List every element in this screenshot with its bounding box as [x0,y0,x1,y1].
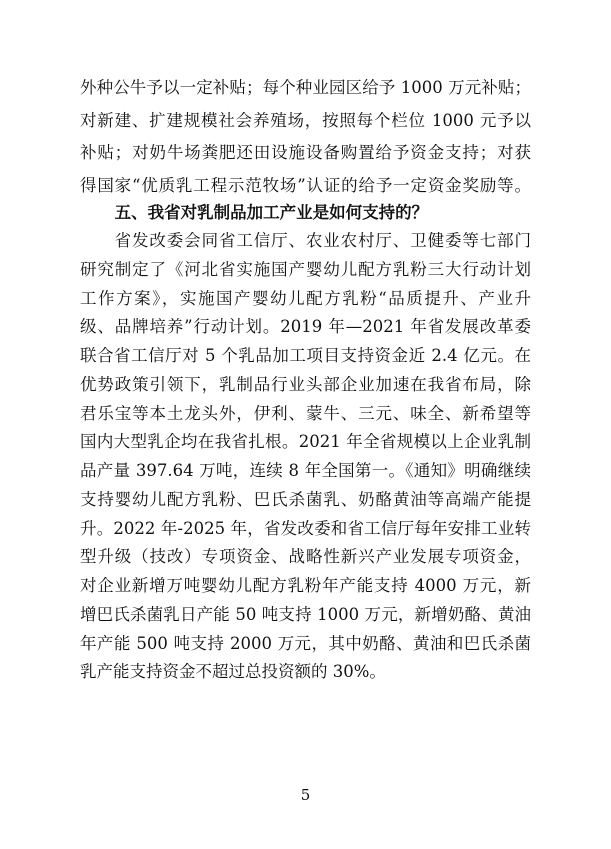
text-line: 君乐宝等本土龙头外，伊利、蒙牛、三元、味全、新希望等 [80,403,531,423]
text-line: 得国家“优质乳工程示范牧场”认证的给予一定资金奖励等。 [80,175,531,195]
text-line: 升。2022 年-2025 年，省发改委和省工信厅每年安排工业转 [80,518,531,538]
page-number: 5 [300,786,311,804]
text-line: 型升级（技改）专项资金、战略性新兴产业发展专项资金， [80,547,531,567]
text-line: 对企业新增万吨婴幼儿配方乳粉年产能支持 4000 万元，新 [80,576,531,595]
text-line: 工作方案》，实施国产婴幼儿配方乳粉“品质提升、产业升 [80,288,531,308]
continued-paragraph [80,72,531,202]
text-line: 对新建、扩建规模社会养殖场，按照每个栏位 1000 元予以 [80,110,531,130]
text-line: 乳产能支持资金不超过总投资额的 30%。 [80,662,386,682]
text-line: 增巴氏杀菌乳日产能 50 吨支持 1000 万元，新增奶酪、黄油 [80,604,531,624]
text-line: 补贴；对奶牛场粪肥还田设施设备购置给予资金支持；对获 [80,143,531,163]
text-line: 优势政策引领下，乳制品行业头部企业加速在我省布局，除 [80,374,531,394]
text-line: 联合省工信厅对 5 个乳品加工项目支持资金近 2.4 亿元。在 [80,346,531,365]
text-line: 支持婴幼儿配方乳粉、巴氏杀菌乳、奶酪黄油等高端产能提 [80,489,531,509]
text-line: 品产量 397.64 万吨，连续 8 年全国第一。《通知》明确继续 [80,461,531,480]
text-line: 省发改委会同省工信厅、农业农村厅、卫健委等七部门 [114,231,531,250]
section-heading: 五、我省对乳制品加工产业是如何支持的？ [114,203,429,222]
text-line: 国内大型乳企均在我省扎根。2021 年全省规模以上企业乳制 [80,432,531,452]
text-line: 级、品牌培养”行动计划。2019 年—2021 年省发展改革委 [80,317,531,337]
text-line: 研究制定了《河北省实施国产婴幼儿配方乳粉三大行动计划 [80,259,531,279]
body-paragraph [80,227,531,687]
text-line: 外种公牛予以一定补贴；每个种业园区给予 1000 万元补贴； [80,78,531,97]
text-line: 年产能 500 吨支持 2000 万元，其中奶酪、黄油和巴氏杀菌 [80,633,531,653]
